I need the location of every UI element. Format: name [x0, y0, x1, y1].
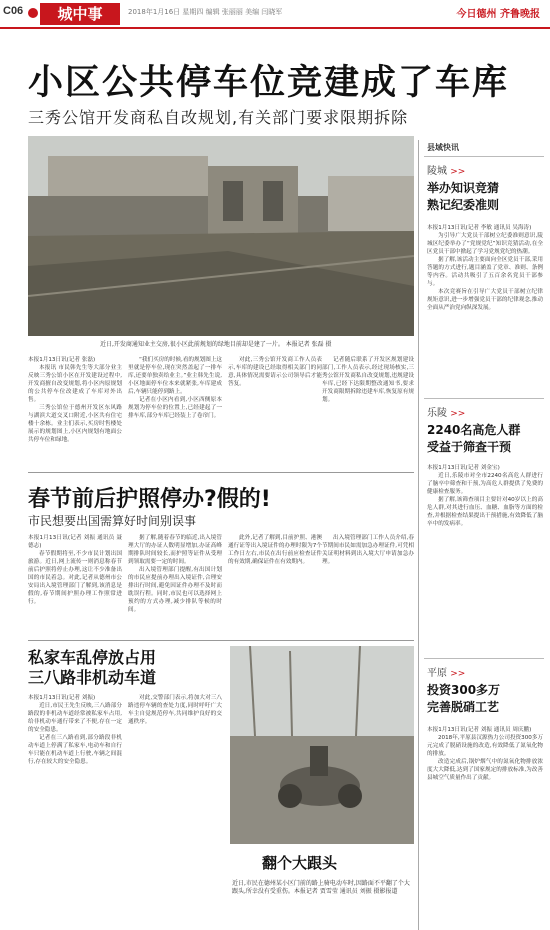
- sidebar-place: 平原 >>: [427, 668, 466, 679]
- red-dot-icon: [28, 8, 38, 18]
- lead-byline: 本报1月13日讯(记者 张磊): [28, 357, 96, 363]
- sidebar-place: 乐陵 >>: [427, 408, 466, 419]
- lead-col-2: [128, 356, 222, 468]
- sidebar-item-title: 举办知识竞猜 熟记纪委准则: [427, 181, 500, 212]
- masthead: [0, 0, 550, 28]
- sidebar-item-body: 本报1月13日讯(记者 刘金宝) 近日,乐陵市对全市2240名高危人群进行了脑卒中筛查和干预,为高危人群提供了免费的健康检查服务。 据了解,该筛查项目主要针对40岁以上的高危人群,对其进行血压、血糖、血脂等方面的检查,并根据检查结果提出干预措施,有效降低了脑卒中的发病率。: [427, 465, 543, 527]
- edition-meta: 2018年1月16日 星期四 编辑 张丽丽 美编 闫晓军: [128, 8, 283, 16]
- county-news-sidebar: [418, 140, 546, 930]
- parking-headline: 私家车乱停放占用 三八路非机动车道: [28, 648, 157, 687]
- parking-col-2: 对此,交警部门表示,将加大对三八路违停车辆的查处力度,同时呼吁广大车主自觉规范停车,共同维护良好的交通秩序。: [128, 695, 222, 725]
- passport-col-2: 据了解,随着春节的临近,出入境管理大厅的办证人数明显增加,办证高峰期排队时间较长,而护照等证件从受理到领取需要一定的时间。 出入境管理部门提醒,有出国计划的市民应提前办理出入境证件,合理安排出行时间,避免因证件办理不及时而耽误行程。同时,市民也可以选择网上预约的方式办理,减少排队等候的时间。: [128, 535, 222, 613]
- passport-col-3: 此外,记者了解到,目前护照、港澳通行证等出入境证件的办理时限为7个工作日左右,市民在出行前应检查证件的有效期,确保证件在有效期内。: [228, 535, 322, 565]
- lead-col-1: [28, 356, 122, 468]
- lead-headline: 小区公共停车位竞建成了车库: [28, 63, 510, 103]
- divider: [28, 640, 414, 641]
- sidebar-item-title: 2240名高危人群 受益于筛查干预: [427, 423, 521, 454]
- sidebar-rule: [424, 658, 544, 659]
- sidebar-item-title: 投资300多万 完善脱硝工艺: [427, 683, 501, 714]
- sidebar-place: 陵城 >>: [427, 166, 466, 177]
- sidebar-rule: [424, 398, 544, 399]
- lead-col-3: [228, 356, 322, 468]
- sidebar-item-body: 本报1月13日讯(记者 李敏 通讯员 吴海涛) 为引导广大党员干部树立纪委准则意识,陵城区纪委举办了“党规党纪”知识竞猜活动,在全区党员干部中掀起了学习党规党纪的热潮。 据了解,该活动主要面向全区党员干部,采用答题的方式进行,题目涵盖了党章、准则、条例等内容。活动共吸引了五百余名党员干部参与。 本次竞赛旨在引导广大党员干部树立纪律规矩意识,进一步增强党员干部的纪律观念,推动全面从严治党向纵深发展。: [427, 225, 543, 311]
- page-number: C06: [3, 5, 24, 17]
- lead-col-4: [322, 356, 414, 468]
- section-label: 城中事: [40, 3, 120, 25]
- fall-photo-image: [230, 646, 414, 844]
- newspaper-name: 今日德州 齐鲁晚报: [456, 9, 540, 20]
- arrow-icon: >>: [450, 167, 466, 177]
- lead-paragraph: 记者随后联系了开发区规划建设部门,工作人员表示,经过现场核实,三秀公馆开发商私自改变规划,违规建设车库,已经下达限期整改通知书,要求开发商限期拆除违建车库,恢复原有规划。: [322, 357, 414, 403]
- fall-photo: [230, 646, 414, 844]
- passport-col-4: 出入境管理部门工作人员介绍,春节期间市民如需加急办理证件,可凭相关证明材料到出入境大厅申请加急办理。: [322, 535, 414, 565]
- arrow-icon: >>: [450, 409, 466, 419]
- fall-photo-caption: 近日,市民在德州某小区门前的路上骑电动车时,因路面不平翻了个大跟头,所幸没有受重伤。本报记者 贾雪莹 通讯员 刘振 摄影报道: [232, 880, 410, 895]
- fall-headline: 翻个大跟头: [262, 854, 338, 872]
- sidebar-rule: [424, 156, 544, 157]
- passport-subheadline: 市民想要出国需算好时间别误事: [28, 514, 197, 528]
- lead-paragraph: 三秀公馆位于德州开发区东风路与湖滨大道交叉口附近,小区共有住宅楼十余栋。业主们表示,买房时售楼处展示的规划图上,小区内规划有地面公共停车位和绿地。: [28, 405, 122, 443]
- lead-photo-caption: 近日,开发商通知业主交房,很小区此前规划的绿地目前却是建了一片。 本报记者 张磊 摄: [100, 341, 332, 348]
- garage-photo-image: [28, 136, 414, 336]
- sidebar-kicker: 县域快讯: [427, 143, 459, 152]
- header-rule: [0, 27, 550, 29]
- sidebar-item-body: 本报1月13日讯(记者 刘振 通讯员 周庆鹏) 2018年,平原县汉源热力公司投资300多万元完成了脱硝设施的改造,有效降低了氮氧化物的排放。 改造完成后,锅炉烟气中的氮氧化物排放浓度大大降低,达到了国家规定的排放标准,为改善县城空气质量作出了贡献。: [427, 727, 543, 781]
- parking-col-1: 本报1月13日讯(记者 刘振) 近日,市民王先生反映,三八路部分路段的非机动车道经常被私家车占用,给非机动车通行带来了不便,存在一定的安全隐患。 记者在三八路看到,部分路段非机动车道上停满了私家车,电动车和自行车只能在机动车道上行驶,车辆之间混行,存在较大的安全隐患。: [28, 695, 122, 765]
- lead-paragraph: “我们买房的时候,看的规划图上这里就是停车位,现在突然盖起了一排车库,还要单独卖给业主。”业主韩先生说,小区地面停车位本来就紧张,车库建成后,车辆只能停到路上。: [128, 357, 222, 395]
- lead-paragraph: 本报讯 市民韩先生等大部分业主反映三秀公馆小区在开发建设过程中,开发商擅自改变规划,将小区内原规划的公共停车位改建成了车库对外出售。: [28, 365, 122, 403]
- lead-subheadline: 三秀公馆开发商私自改规划,有关部门要求限期拆除: [28, 108, 409, 127]
- arrow-icon: >>: [450, 669, 466, 679]
- passport-headline: 春节前后护照停办?假的!: [28, 487, 271, 512]
- lead-photo: [28, 136, 414, 336]
- lead-paragraph: 记者在小区内看到,小区西侧原本规划为停车位的位置上,已经建起了一排车库,部分车库已经装上了卷帘门。: [128, 397, 222, 419]
- divider: [28, 472, 414, 473]
- passport-col-1: 本报1月13日讯(记者 刘振 通讯员 聂德志) 春节假期将至,不少市民计划出国旅游。近日,网上流传一则消息称春节前后护照将停止办理,这让不少准备出国的市民着急。对此,记者从德州市公安局出入境管理部门了解到,该消息是假的,春节期间护照办理工作照常进行。: [28, 535, 122, 605]
- lead-paragraph: 对此,三秀公馆开发商工作人员表示,车库的建设已经取得相关部门的同意,具体情况需要请示公司领导后才能答复。: [228, 357, 322, 387]
